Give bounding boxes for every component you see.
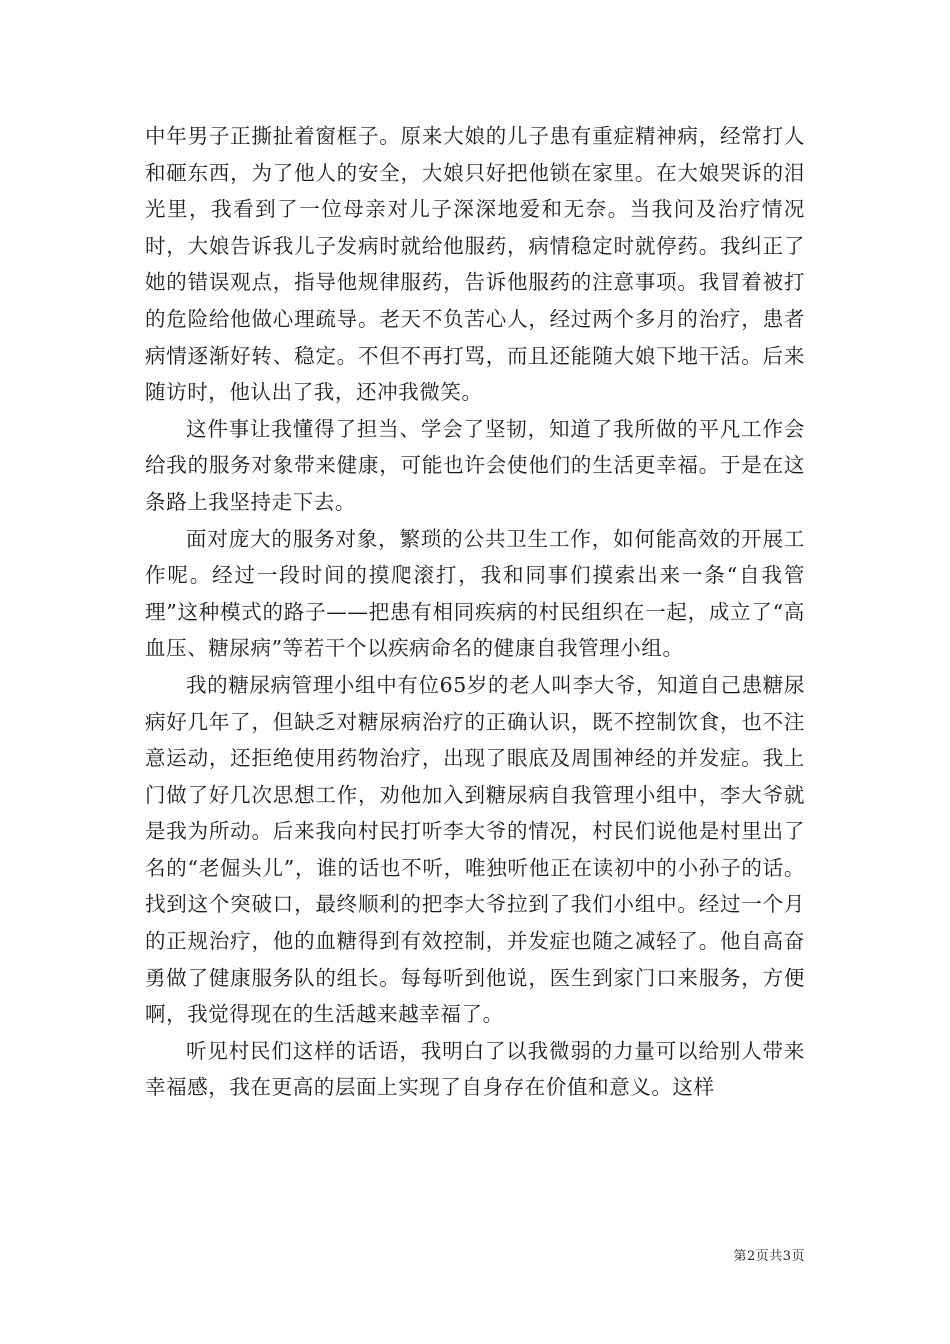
paragraph-3: 面对庞大的服务对象，繁琐的公共卫生工作，如何能高效的开展工作呢。经过一段时间的摸爬滚打，我和同事们摸索出来一条“自我管理”这种模式的路子——把患有相同疾病的村民组织在一起，成立了“高血压、糖尿病”等若干个以疾病命名的健康自我管理小组。 — [145, 526, 805, 661]
page-number-footer: 第2页共3页 — [733, 1249, 805, 1264]
paragraph-4: 我的糖尿病管理小组中有位65岁的老人叫李大爷，知道自己患糖尿病好几年了，但缺乏对糖尿病治疗的正确认识，既不控制饮食，也不注意运动，还拒绝使用药物治疗，出现了眼底及周围神经的并发症。我上门做了好几次思想工作，劝他加入到糖尿病自我管理小组中，李大爷就是我为所动。后来我向村民打听李大爷的情况，村民们说他是村里出了名的“老倔头儿”，谁的话也不听，唯独听他正在读初中的小孙子的话。找到这个突破口，最终顺利的把李大爷拉到了我们小组中。经过一个月的正规治疗，他的血糖得到有效控制，并发症也随之减轻了。他自高奋勇做了健康服务队的组长。每每听到他说，医生到家门口来服务，方便啊，我觉得现在的生活越来越幸福了。 — [145, 672, 805, 1027]
paragraph-1: 中年男子正撕扯着窗框子。原来大娘的儿子患有重症精神病，经常打人和砸东西，为了他人的安全，大娘只好把他锁在家里。在大娘哭诉的泪光里，我看到了一位母亲对儿子深深地爱和无奈。当我问及治疗情况时，大娘告诉我儿子发病时就给他服药，病情稳定时就停药。我纠正了她的错误观点，指导他规律服药，告诉他服药的注意事项。我冒着被打的危险给他做心理疏导。老天不负苦心人，经过两个多月的治疗，患者病情逐渐好转、稳定。不但不再打骂，而且还能随大娘下地干活。后来随访时，他认出了我，还冲我微笑。 — [145, 124, 805, 405]
paragraph-5: 听见村民们这样的话语，我明白了以我微弱的力量可以给别人带来幸福感，我在更高的层面上实现了自身存在价值和意义。这样 — [145, 1038, 805, 1100]
paragraph-2: 这件事让我懂得了担当、学会了坚韧，知道了我所做的平凡工作会给我的服务对象带来健康，可能也许会使他们的生活更幸福。于是在这条路上我坚持走下去。 — [145, 416, 805, 514]
document-body — [145, 118, 805, 1106]
